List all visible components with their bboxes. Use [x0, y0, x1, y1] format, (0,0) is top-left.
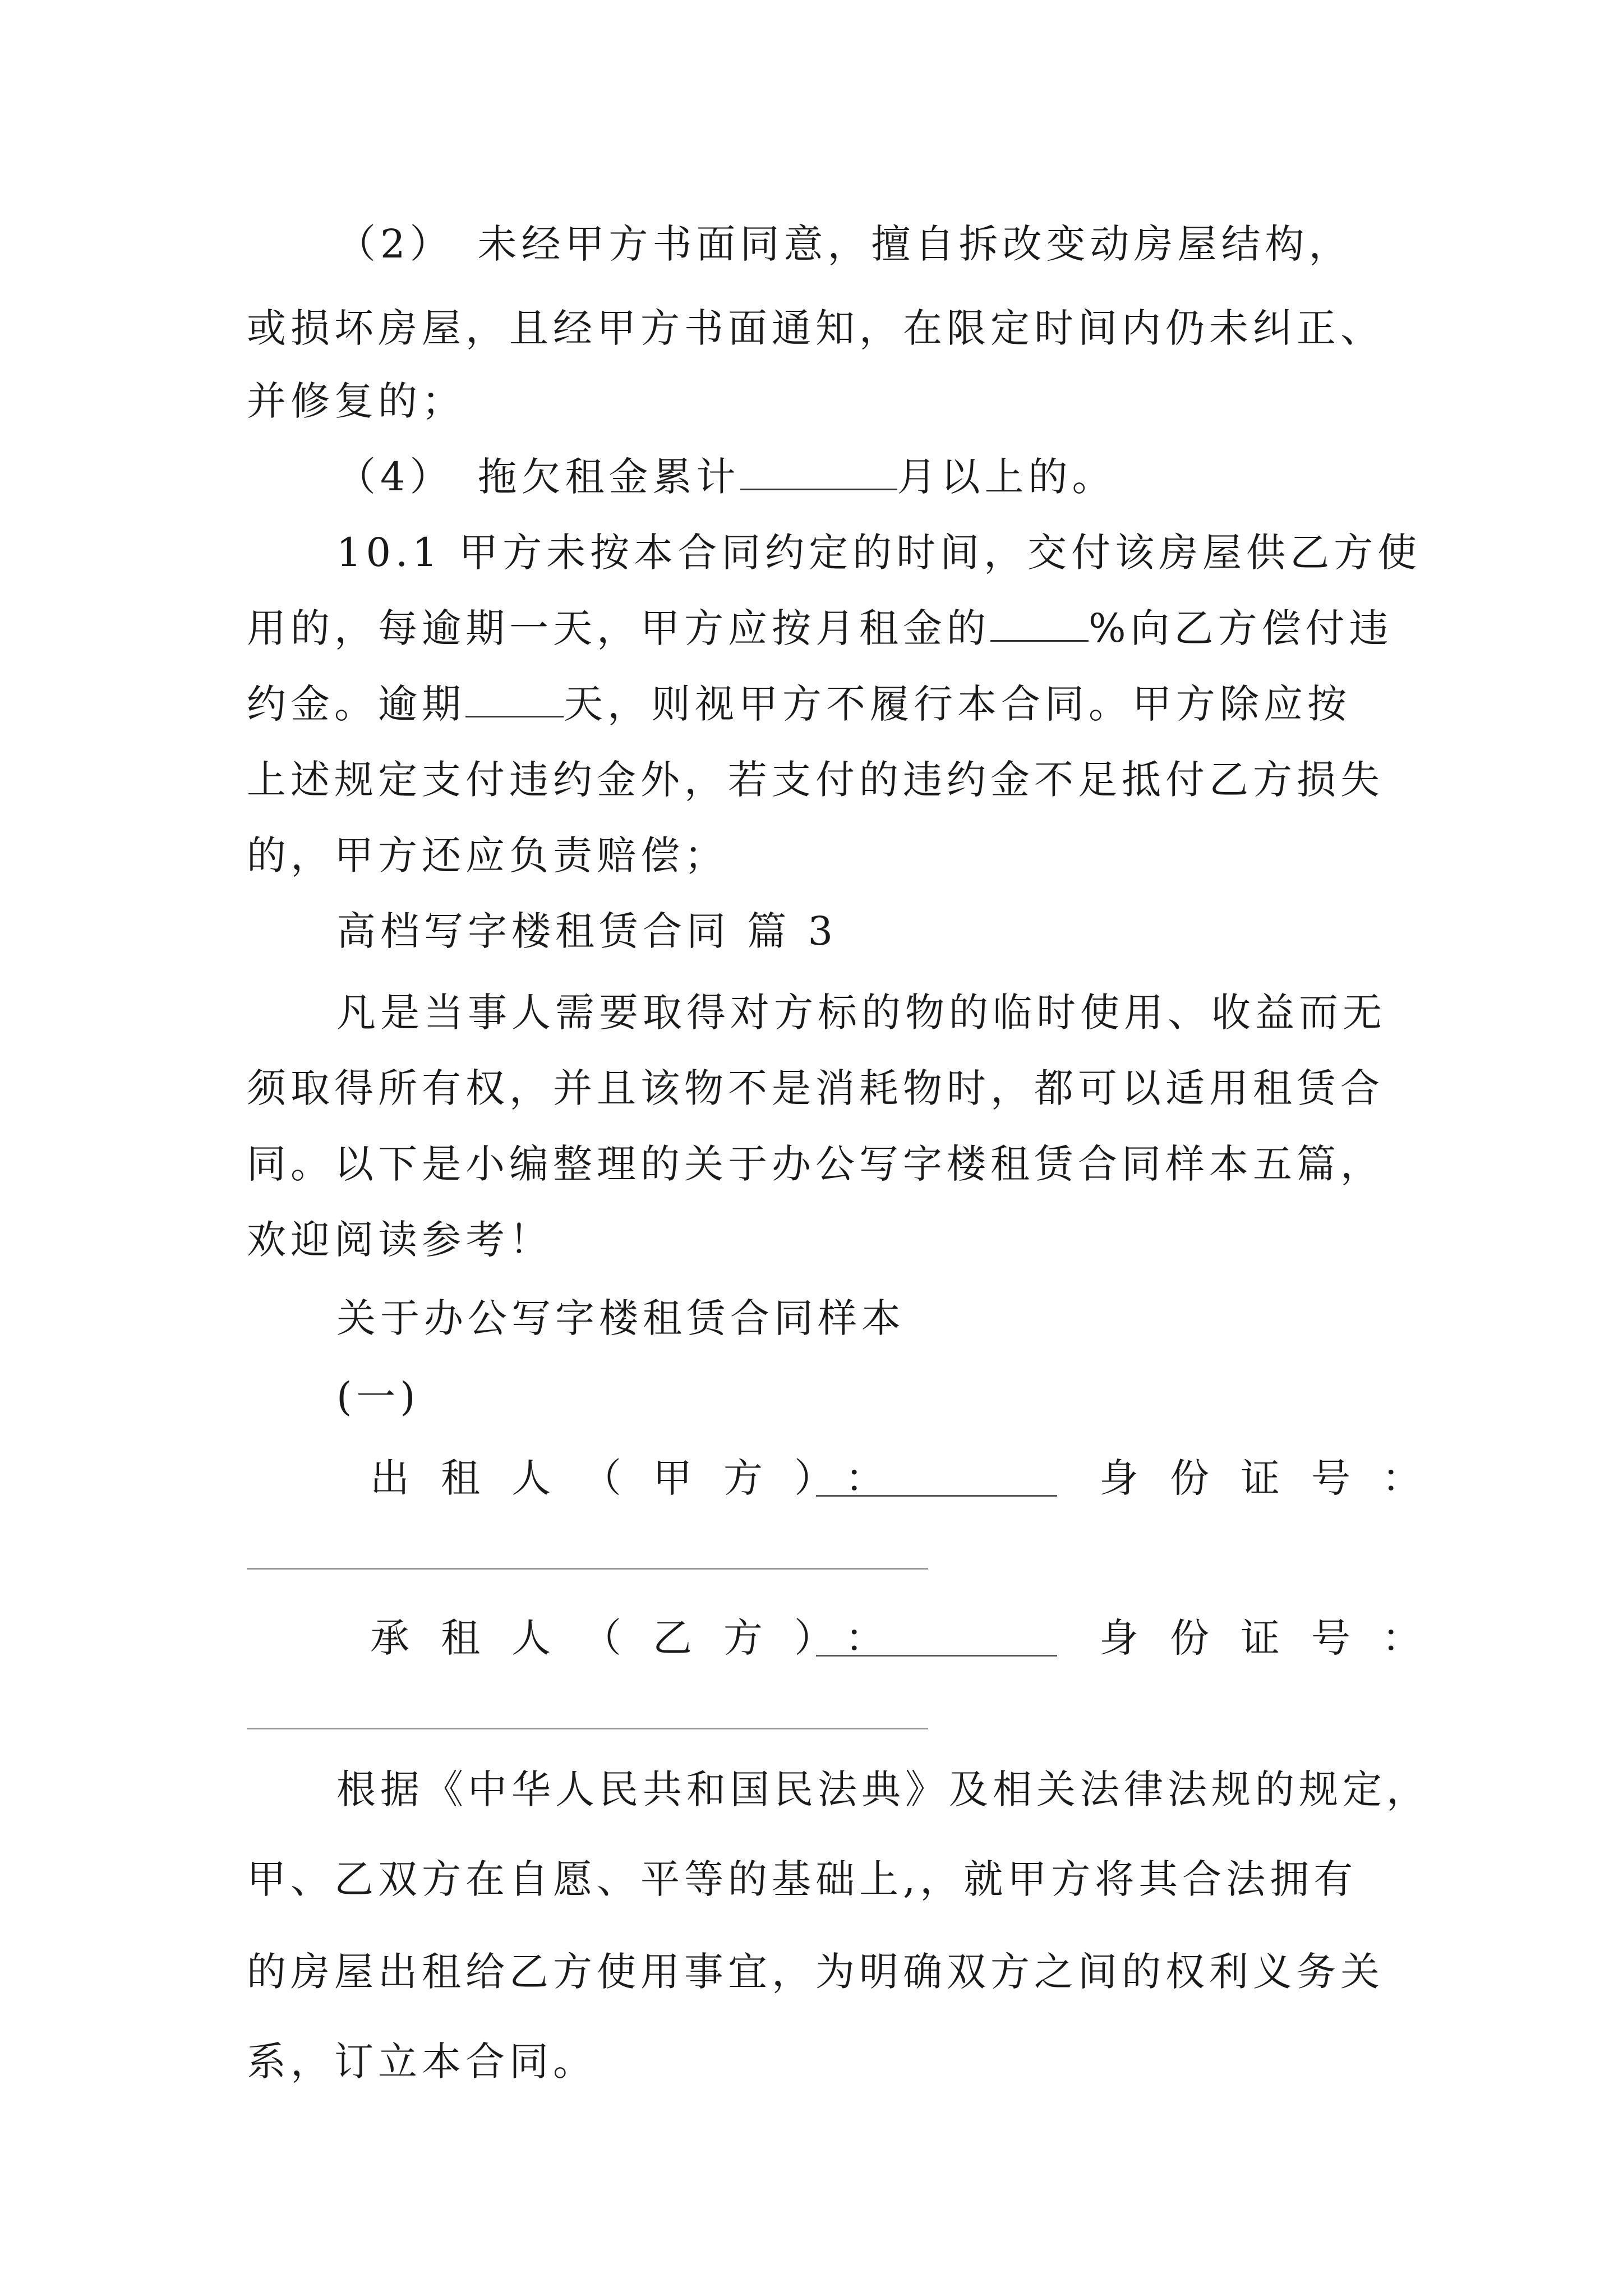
blank-months: [740, 454, 897, 490]
clause-10-1-text-c: 约金。逾期: [247, 681, 465, 727]
lessor-name-blank: [816, 1495, 1057, 1497]
sample-number: (一): [336, 1374, 420, 1420]
intro-line-1: 凡是当事人需要取得对方标的物的临时使用、收益而无: [336, 990, 1386, 1036]
lessor-id-blank: [247, 1568, 928, 1570]
clause-10-1-line-4: 上述规定支付违约金外，若支付的违约金不足抵付乙方损失: [247, 757, 1384, 803]
clause-item-2-line-3: 并修复的；: [247, 378, 465, 424]
intro-line-4: 欢迎阅读参考！: [247, 1217, 553, 1263]
clause-item-4-suffix: 月以上的。: [897, 454, 1116, 500]
basis-line-1: 根据《中华人民共和国民法典》及相关法律法规的规定，: [336, 1766, 1430, 1812]
clause-10-1-line-5: 的，甲方还应负责赔偿；: [247, 832, 728, 878]
clause-item-4: [336, 449, 1116, 505]
clause-10-1-text-d: 天，则视甲方不履行本合同。甲方除应按: [564, 681, 1351, 727]
clause-10-1-line-1: 10.1 甲方未按本合同约定的时间，交付该房屋供乙方使: [336, 530, 1422, 576]
blank-days: [465, 681, 564, 717]
intro-line-3: 同。以下是小编整理的关于办公写字楼租赁合同样本五篇，: [247, 1141, 1384, 1187]
blank-percent: [990, 605, 1089, 642]
lessee-name-blank: [816, 1655, 1057, 1657]
clause-item-4-text: （4） 拖欠租金累计: [336, 454, 740, 500]
clause-item-2-line-2: 或损坏房屋，且经甲方书面通知，在限定时间内仍未纠正、: [247, 305, 1384, 351]
lessee-id-blank: [247, 1728, 928, 1729]
sample-title: 关于办公写字楼租赁合同样本: [336, 1295, 905, 1341]
lessee-label: 承租人（乙方）：: [370, 1615, 916, 1661]
section-heading: 高档写字楼租赁合同 篇 3: [336, 908, 838, 954]
clause-10-1-line-3: [247, 676, 1351, 732]
lessor-label: 出租人（甲方）：: [370, 1455, 916, 1501]
clause-10-1-text-a: 用的，每逾期一天，甲方应按月租金的: [247, 605, 990, 651]
clause-10-1-text-b: %向乙方偿付违: [1089, 605, 1393, 651]
basis-line-2: 甲、乙双方在自愿、平等的基础上,，就甲方将其合法拥有: [247, 1856, 1358, 1902]
clause-item-2-line-1: （2） 未经甲方书面同意，擅自拆改变动房屋结构，: [336, 221, 1353, 267]
basis-line-3: 的房屋出租给乙方使用事宜，为明确双方之间的权利义务关: [247, 1949, 1384, 1995]
basis-line-4: 系，订立本合同。: [247, 2039, 597, 2085]
intro-line-2: 须取得所有权，并且该物不是消耗物时，都可以适用租赁合: [247, 1065, 1384, 1111]
lessee-id-label: 身份证号：: [1099, 1615, 1453, 1661]
lessor-id-label: 身份证号：: [1099, 1455, 1453, 1501]
clause-10-1-line-2: [247, 600, 1393, 656]
